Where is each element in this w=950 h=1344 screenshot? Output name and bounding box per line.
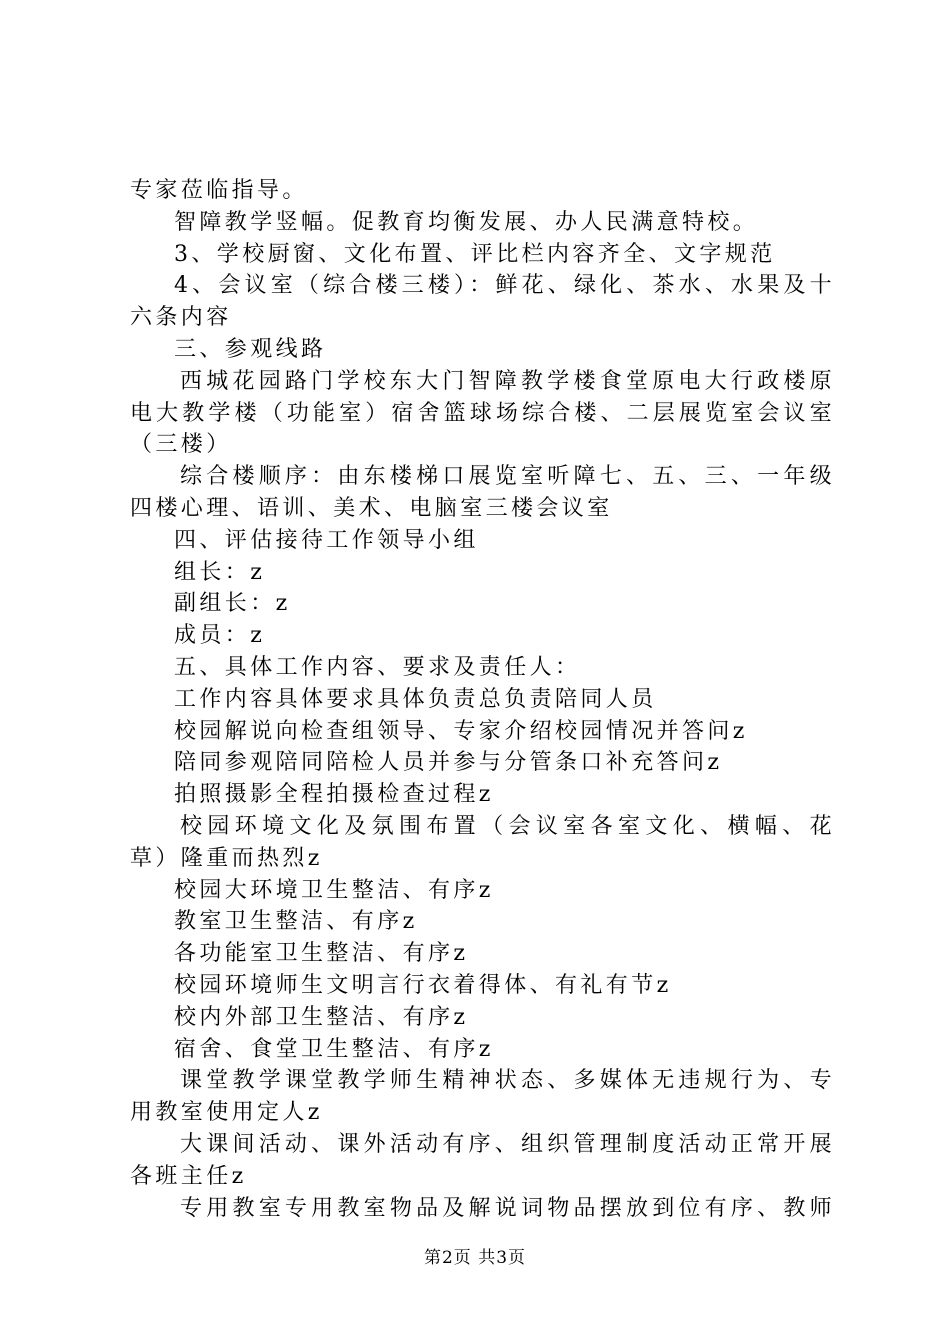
text-line: 成员：z: [174, 623, 266, 649]
text-line: 副组长：z: [174, 591, 291, 617]
text-line: 智障教学竖幅。促教育均衡发展、办人民满意特校。: [174, 209, 759, 235]
text-line: 教室卫生整洁、有序z: [174, 909, 418, 935]
text-line: 校园环境文化及氛围布置（会议室各室文化、横幅、花: [180, 813, 835, 839]
text-line: 拍照摄影全程拍摄检查过程z: [174, 782, 494, 808]
text-line: 组长：z: [174, 559, 266, 585]
text-line: 陪同参观陪同陪检人员并参与分管条口补充答问z: [174, 750, 723, 776]
text-line: 4、会议室（综合楼三楼）：鲜花、绿化、茶水、水果及十: [174, 273, 835, 299]
text-line: 工作内容具体要求具体负责总负责陪同人员: [174, 686, 657, 712]
page-number-footer: 第2页 共3页: [423, 1248, 527, 1268]
text-line: 各班主任z: [130, 1163, 247, 1189]
text-line: 六条内容: [130, 305, 232, 331]
text-line: 3、学校厨窗、文化布置、评比栏内容齐全、文字规范: [174, 241, 776, 267]
text-line: 草）隆重而热烈z: [130, 845, 323, 871]
text-line: 综合楼顺序：由东楼梯口展览室听障七、五、三、一年级: [180, 464, 835, 490]
body-text: [130, 175, 835, 1224]
section-heading: 五、具体工作内容、要求及责任人：: [174, 654, 581, 680]
text-line: 校园环境师生文明言行衣着得体、有礼有节z: [174, 972, 672, 998]
text-line: 专用教室专用教室物品及解说词物品摆放到位有序、教师: [180, 1195, 835, 1221]
text-line: 电大教学楼（功能室）宿舍篮球场综合楼、二层展览室会议室: [130, 400, 835, 426]
text-line: 大课间活动、课外活动有序、组织管理制度活动正常开展: [180, 1131, 835, 1157]
text-line: 校园大环境卫生整洁、有序z: [174, 877, 494, 903]
text-line: 专家莅临指导。: [130, 178, 308, 203]
text-line: 用教室使用定人z: [130, 1100, 323, 1126]
text-line: 四楼心理、语训、美术、电脑室三楼会议室: [130, 495, 613, 521]
text-line: 校园解说向检查组领导、专家介绍校园情况并答问z: [174, 718, 748, 744]
text-line: 西城花园路门学校东大门智障教学楼食堂原电大行政楼原: [180, 368, 835, 394]
section-heading: 三、参观线路: [174, 336, 327, 362]
text-line: 各功能室卫生整洁、有序z: [174, 941, 469, 967]
text-line: （三楼）: [130, 432, 232, 458]
text-line: 宿舍、食堂卫生整洁、有序z: [174, 1036, 494, 1062]
text-line: 课堂教学课堂教学师生精神状态、多媒体无违规行为、专: [180, 1068, 835, 1094]
text-line: 校内外部卫生整洁、有序z: [174, 1004, 469, 1030]
section-heading: 四、评估接待工作领导小组: [174, 527, 479, 553]
